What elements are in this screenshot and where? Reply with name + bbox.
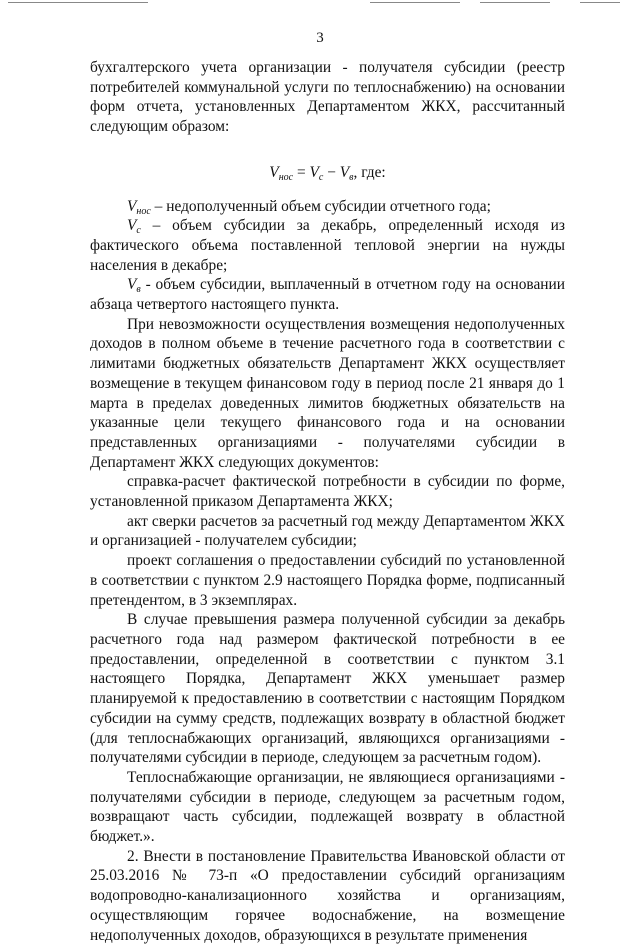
formula-term-2: $V_в$ [339, 163, 354, 183]
formula-term-1: $V_с$ [309, 163, 324, 183]
paragraph-reconciliation-act: акт сверки расчетов за расчетный год между Департаментом ЖКХ и организацией - получателем субсидии; [90, 512, 565, 550]
paragraph-calc-reference: справка-расчет фактической потребности в субсидии по форме, установленной приказом Департамента ЖКХ; [90, 473, 565, 511]
paragraph-impossibility: При невозможности осуществления возмещения недополученных доходов в полном объеме в течение расчетного года в соответствии с лимитами бюджетных обязательств Департамент ЖКХ осуществляет возмещение в текущем финансовом году в период после 21 января до 1 марта в пределах доведенных лимитов бюджетных обязательств на указанные цели текущего финансового года и на основании представленных организациями - получателями субсидии в Департамент ЖКХ следующих документов: [90, 315, 565, 471]
definition-vv: $V_в$ - объем субсидии, выплаченный в отчетном году на основании абзаца четвертого настоящего пункта. [90, 276, 565, 314]
paragraph-intro: бухгалтерского учета организации - получателя субсидии (реестр потребителей коммунальной услуги по теплоснабжению) на основании форм отчета, установленных Департаментом ЖКХ, рассчитанный следующим образом: [90, 59, 565, 136]
paragraph-amendment: 2. Внести в постановление Правительства Ивановской области от 25.03.2016 № 73-п «О предоставлении субсидий организациям водопроводно-канализационного хозяйства и организациям, осуществляющим горячее водоснабжение, на возмещение недополученных доходов, образующихся в результате применения [90, 847, 565, 944]
paragraph-heat-suppliers: Теплоснабжающие организации, не являющиеся организациями - получателями субсидии в периоде, следующем за расчетным годом, возвращают часть субсидии, подлежащей возврату в областной бюджет.». [90, 768, 565, 846]
paragraph-agreement-draft: проект соглашения о предоставлении субсидий по установленной в соответствии с пунктом 2.9 настоящего Порядка форме, подписанный претендентом, в 3 экземплярах. [90, 552, 565, 609]
formula: $V_{нос} = V_с - V_в$, где: [269, 163, 386, 183]
scan-artifacts [0, 0, 640, 6]
formula-lhs: $V_{нос}$ [269, 163, 294, 183]
page-number: 3 [316, 30, 324, 46]
paragraph-excess-case: В случае превышения размера полученной субсидии за декабрь расчетного года над размером фактической потребности в ее предоставлении, определенной в соответствии с пунктом 3.1 настоящего Порядка, Департамент ЖКХ уменьшает размер планируемой к предоставлению в соответствии с настоящим Порядком субсидии на сумму средств, подлежащих возврату в областной бюджет (для теплоснабжающих организаций, являющихся организациями - получателями субсидии в периоде, следующем за расчетным годом). [90, 611, 565, 767]
definition-vnos: $V_{нос}$ – недополученный объем субсидии отчетного года; [127, 197, 491, 217]
document-body [90, 58, 565, 945]
definition-vs: $V_с$ – объем субсидии за декабрь, определенный исходя из фактического объема поставленной тепловой энергии на нужды населения в декабре; [90, 217, 565, 274]
